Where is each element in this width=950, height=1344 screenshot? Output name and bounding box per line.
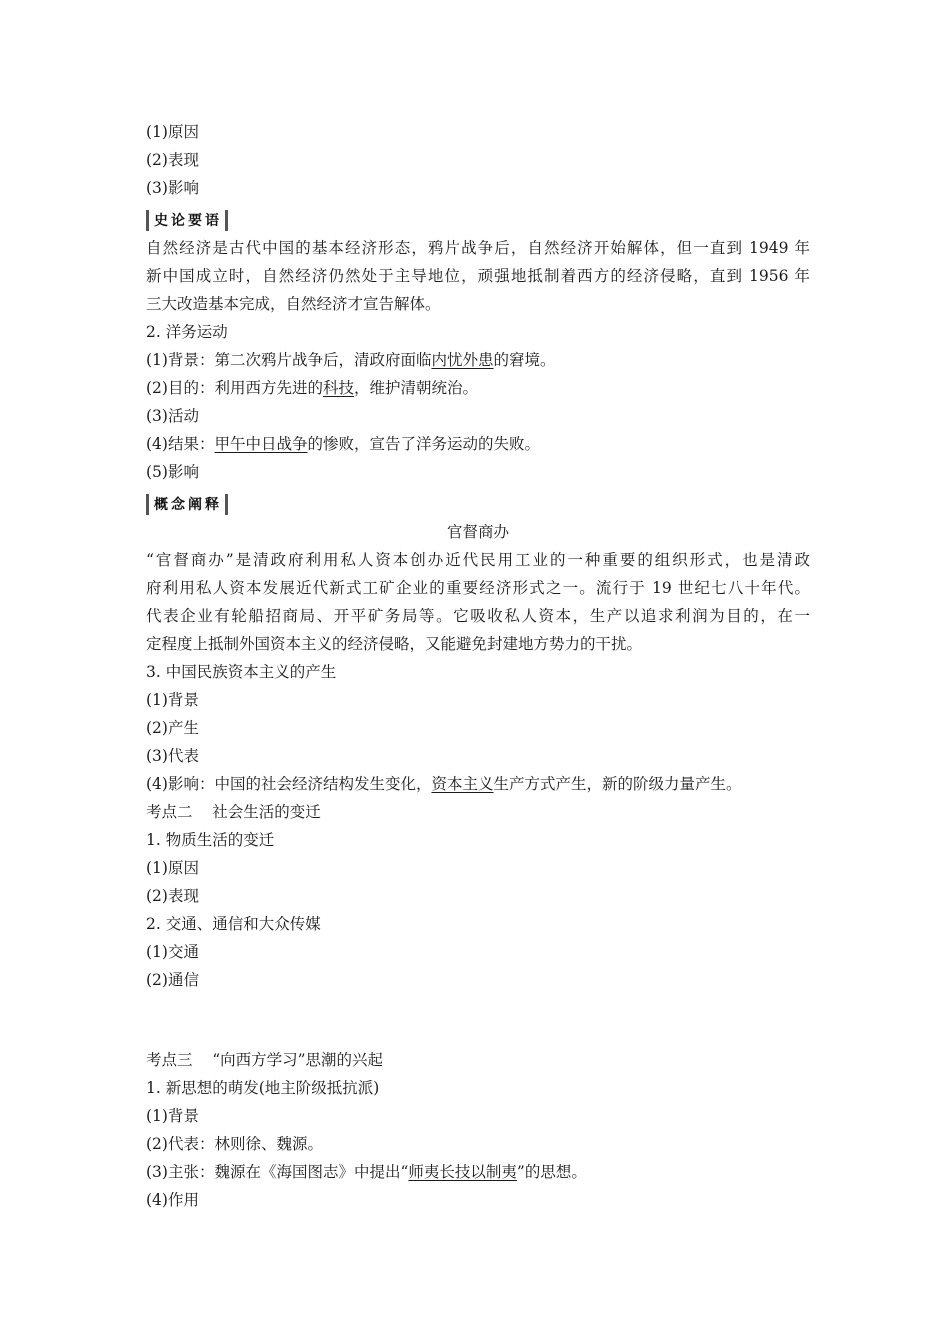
list-item: (2)表现	[146, 151, 199, 169]
section-tag-shilun	[146, 209, 228, 231]
paragraph-line: 府利用私人资本发展近代新式工矿企业的重要经济形式之一。流行于 19 世纪七八十年代。	[146, 579, 810, 597]
paragraph-line: 定程度上抵制外国资本主义的经济侵略，又能避免封建地方势力的干扰。	[146, 635, 643, 653]
section-heading: 2. 洋务运动	[146, 323, 228, 341]
list-item	[146, 378, 810, 398]
section-tag-gainian	[146, 493, 228, 515]
text-segment: (3)主张：魏源在《海国图志》中提出“	[146, 1163, 409, 1181]
paragraph-line: 自然经济是古代中国的基本经济形态，鸦片战争后，自然经济开始解体，但一直到 1949 年	[146, 239, 810, 257]
kaodian-heading: 考点三 “向西方学习”思潮的兴起	[146, 1051, 384, 1069]
list-item	[146, 774, 810, 794]
list-item: (2)表现	[146, 887, 199, 905]
section-heading: 2. 交通、通信和大众传媒	[146, 915, 321, 933]
section-heading: 1. 新思想的萌发(地主阶级抵抗派)	[146, 1079, 380, 1097]
list-item: (2)代表：林则徐、魏源。	[146, 1135, 323, 1153]
paragraph-line: 新中国成立时，自然经济仍然处于主导地位，顽强地抵制着西方的经济侵略，直到 1956 年	[146, 267, 810, 285]
concept-title: 官督商办	[446, 523, 509, 541]
text-segment: (1)背景：第二次鸦片战争后，清政府面临	[146, 351, 432, 369]
paragraph-line: 代表企业有轮船招商局、开平矿务局等。它吸收私人资本，生产以追求利润为目的，在一	[146, 607, 810, 625]
list-item: (1)背景	[146, 1107, 199, 1125]
list-item: (5)影响	[146, 463, 199, 481]
section-heading: 3. 中国民族资本主义的产生	[146, 663, 337, 681]
kaodian-heading: 考点二 社会生活的变迁	[146, 803, 321, 821]
underlined-keyword: 科技	[322, 379, 354, 397]
underlined-keyword: 内忧外患	[431, 351, 494, 369]
tag-bar-right	[225, 210, 228, 231]
list-item	[146, 350, 810, 370]
text-segment: 生产方式产生，新的阶级力量产生。	[493, 775, 742, 793]
text-segment: ”的思想。	[516, 1163, 587, 1181]
text-segment: ，维护清朝统治。	[353, 379, 478, 397]
section-heading: 1. 物质生活的变迁	[146, 831, 275, 849]
tag-label: 史论要语	[154, 213, 222, 229]
text-segment: 的惨败，宣告了洋务运动的失败。	[307, 435, 540, 453]
list-item: (3)代表	[146, 747, 199, 765]
underlined-keyword: 资本主义	[431, 775, 494, 793]
tag-bar-right	[225, 494, 228, 515]
paragraph-line: 三大改造基本完成，自然经济才宣告解体。	[146, 295, 441, 313]
list-item	[146, 1162, 810, 1182]
list-item: (1)交通	[146, 943, 199, 961]
list-item: (1)原因	[146, 123, 199, 141]
underlined-keyword: 师夷长技以制夷	[408, 1163, 517, 1181]
text-segment: (4)结果：	[146, 435, 215, 453]
tag-label: 概念阐释	[154, 497, 222, 513]
list-item: (1)原因	[146, 859, 199, 877]
list-item: (1)背景	[146, 691, 199, 709]
list-item: (2)产生	[146, 719, 199, 737]
text-segment: (2)目的：利用西方先进的	[146, 379, 323, 397]
paragraph-line: “官督商办”是清政府利用私人资本创办近代民用工业的一种重要的组织形式，也是清政	[146, 551, 810, 569]
list-item: (3)活动	[146, 407, 199, 425]
list-item	[146, 434, 810, 454]
underlined-keyword: 甲午中日战争	[214, 435, 308, 453]
list-item: (2)通信	[146, 971, 199, 989]
list-item: (4)作用	[146, 1191, 199, 1209]
list-item: (3)影响	[146, 179, 199, 197]
text-segment: 的窘境。	[493, 351, 556, 369]
text-segment: (4)影响：中国的社会经济结构发生变化，	[146, 775, 432, 793]
